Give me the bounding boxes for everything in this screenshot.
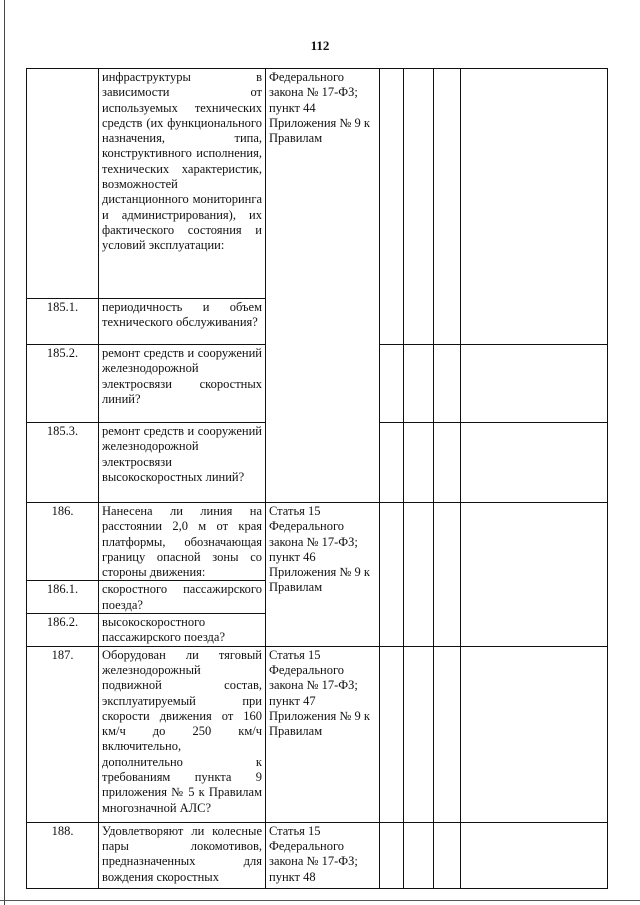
answer-no-cell [404,822,434,888]
notes-cell [461,423,608,503]
page-number: 112 [310,38,330,53]
answer-yes-cell [380,345,404,423]
row-number: 187. [27,646,99,822]
answer-na-cell [434,423,461,503]
answer-na-cell [434,69,461,345]
legal-basis: Статья 15 Федерального закона № 17-ФЗ; пункт 46 Приложения № 9 к Правилам [266,503,380,647]
checklist-table [26,68,608,889]
notes-cell [461,646,608,822]
answer-no-cell [404,69,434,345]
answer-yes-cell [380,69,404,345]
legal-basis: Федерального закона № 17-ФЗ; пункт 44 Приложения № 9 к Правилам [266,69,380,503]
answer-no-cell [404,503,434,647]
question-text: Нанесена ли линия на расстоянии 2,0 м от края платформы, обозначающая границу опасной зоны со стороны движения: [99,503,266,581]
answer-na-cell [434,503,461,647]
row-number: 186.2. [27,614,99,647]
row-number: 186. [27,503,99,581]
row-number: 185.3. [27,423,99,503]
legal-basis: Статья 15 Федерального закона № 17-ФЗ; пункт 48 [266,822,380,888]
question-text: высокоскоростного пассажирского поезда? [99,614,266,647]
answer-yes-cell [380,423,404,503]
answer-yes-cell [380,646,404,822]
row-number [27,69,99,299]
question-text: Удовлетворяют ли колесные пары локомотивов, предназначенных для вождения скоростных [99,822,266,888]
question-text: скоростного пассажирского поезда? [99,581,266,614]
table-row [27,822,608,888]
row-number: 188. [27,822,99,888]
question-text: ремонт средств и сооружений железнодорожной электросвязи скоростных линий? [99,345,266,423]
row-number: 186.1. [27,581,99,614]
question-text: ремонт средств и сооружений железнодорожной электросвязи высокоскоростных линий? [99,423,266,503]
notes-cell [461,503,608,647]
answer-na-cell [434,646,461,822]
answer-na-cell [434,345,461,423]
table-row [27,503,608,581]
answer-na-cell [434,822,461,888]
answer-yes-cell [380,822,404,888]
answer-no-cell [404,646,434,822]
table-row [27,69,608,299]
scan-bottom-edge [0,900,640,901]
answer-no-cell [404,423,434,503]
table-row [27,646,608,822]
notes-cell [461,345,608,423]
question-text: периодичность и объем технического обслуживания? [99,299,266,345]
question-text: инфраструктуры в зависимости от используемых технических средств (их функционального назначения, типа, конструктивного исполнения, технических характеристик, возможностей дистанционного мониторинга и администрирования), их фактического состояния и условий эксплуатации: [99,69,266,299]
question-text: Оборудован ли тяговый железнодорожный подвижной состав, эксплуатируемый при скорости движения от 160 км/ч до 250 км/ч включительно, дополнительно к требованиям пункта 9 приложения № 5 к Правилам многозначной АЛС? [99,646,266,822]
scan-left-edge [4,0,5,905]
legal-basis: Статья 15 Федерального закона № 17-ФЗ; пункт 47 Приложения № 9 к Правилам [266,646,380,822]
answer-yes-cell [380,503,404,647]
row-number: 185.2. [27,345,99,423]
notes-cell [461,822,608,888]
answer-no-cell [404,345,434,423]
row-number: 185.1. [27,299,99,345]
notes-cell [461,69,608,345]
